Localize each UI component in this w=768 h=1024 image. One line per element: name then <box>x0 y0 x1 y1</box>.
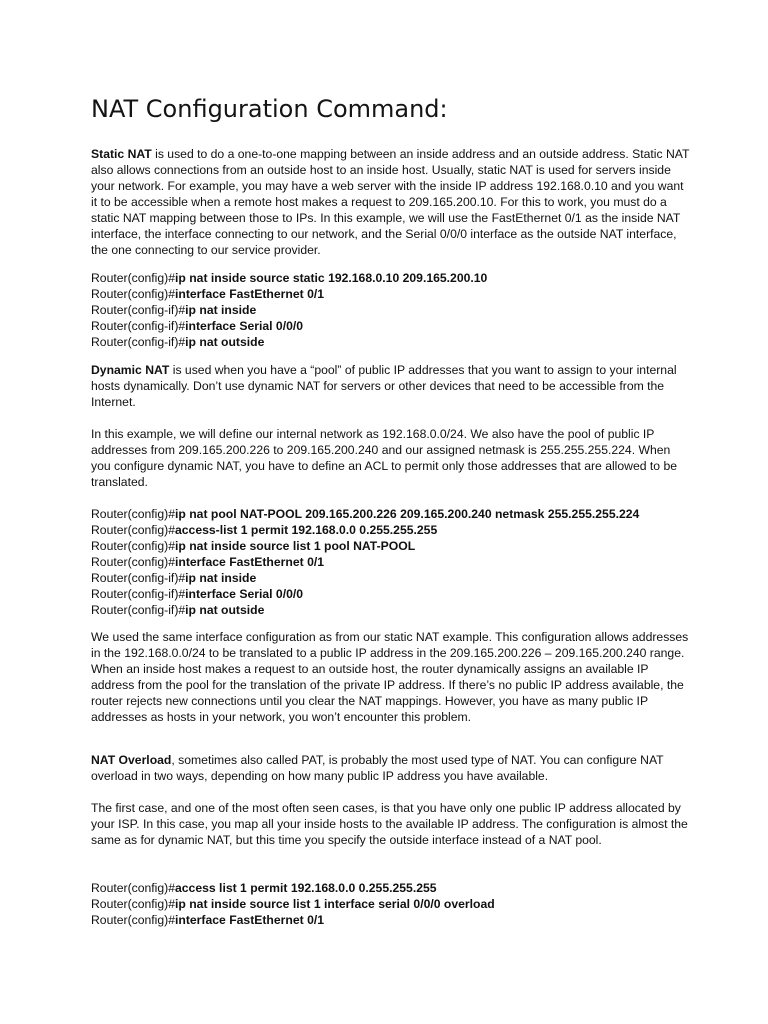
command-line: Router(config)#interface FastEthernet 0/1 <box>91 913 325 927</box>
command-line: Router(config-if)#ip nat outside <box>91 603 265 617</box>
dynamic-nat-text: is used when you have a “pool” of public IP addresses that you want to assign to your internal hosts dynamically. Don’t use dynamic NAT for servers or other devices that need to be accessible from the Internet. <box>91 363 677 409</box>
dynamic-nat-paragraph <box>91 362 691 410</box>
command-line: Router(config-if)#ip nat inside <box>91 571 257 585</box>
dynamic-nat-commands <box>91 506 691 618</box>
command-line: Router(config)#interface FastEthernet 0/1 <box>91 287 325 301</box>
command-line: Router(config)#ip nat pool NAT-POOL 209.165.200.226 209.165.200.240 netmask 255.255.255.224 <box>91 507 640 521</box>
command-line: Router(config)#access list 1 permit 192.168.0.0 0.255.255.255 <box>91 881 437 895</box>
static-nat-paragraph <box>91 146 691 258</box>
static-nat-term: Static NAT <box>91 147 152 161</box>
overload-first-case-paragraph: The first case, and one of the most often seen cases, is that you have only one public IP address allocated by your ISP. In this case, you map all your inside hosts to the available IP address. The configuration is almost the same as for dynamic NAT, but this time you specify the outside interface instead of a NAT pool. <box>91 801 688 847</box>
command-line: Router(config-if)#interface Serial 0/0/0 <box>91 587 304 601</box>
nat-overload-term: NAT Overload <box>91 753 172 767</box>
overload-commands <box>91 880 691 928</box>
nat-overload-paragraph <box>91 752 691 784</box>
command-line: Router(config-if)#ip nat outside <box>91 335 265 349</box>
dynamic-explanation-paragraph: We used the same interface configuration as from our static NAT example. This configuration allows addresses in the 192.168.0.0/24 to be translated to a public IP address in the 209.165.200.226 – 209.165.200.240 range. When an inside host makes a request to an outside host, the router dynamically assigns an available IP address from the pool for the translation of the private IP address. If there’s no public IP address available, the router rejects new connections until you clear the NAT mappings. However, you have as many public IP addresses as hosts in your network, you won’t encounter this problem. <box>91 630 689 724</box>
dynamic-nat-term: Dynamic NAT <box>91 363 170 377</box>
command-line: Router(config)#interface FastEthernet 0/1 <box>91 555 325 569</box>
command-line: Router(config)#ip nat inside source list 1 interface serial 0/0/0 overload <box>91 897 495 911</box>
command-line: Router(config-if)#interface Serial 0/0/0 <box>91 319 304 333</box>
nat-overload-text: , sometimes also called PAT, is probably the most used type of NAT. You can configure NAT overload in two ways, depending on how many public IP address you have available. <box>91 753 664 783</box>
page-title: NAT Configuration Command: <box>91 95 448 123</box>
static-nat-text: is used to do a one-to-one mapping between an inside address and an outside address. Static NAT also allows connections from an outside host to an inside host. Usually, static NAT is used for servers inside your network. For example, you may have a web server with the inside IP address 192.168.0.10 and you want it to be accessible when a remote host makes a request to 209.165.200.10. For this to work, you must do a static NAT mapping between those to IPs. In this example, we will use the FastEthernet 0/1 as the inside NAT interface, the interface connecting to our network, and the Serial 0/0/0 interface as the outside NAT interface, the one connecting to our service provider. <box>91 147 690 257</box>
command-line: Router(config-if)#ip nat inside <box>91 303 257 317</box>
command-line: Router(config)#ip nat inside source static 192.168.0.10 209.165.200.10 <box>91 271 488 285</box>
command-line: Router(config)#ip nat inside source list 1 pool NAT-POOL <box>91 539 416 553</box>
static-nat-commands <box>91 270 691 350</box>
command-line: Router(config)#access-list 1 permit 192.168.0.0 0.255.255.255 <box>91 523 438 537</box>
dynamic-example-paragraph: In this example, we will define our internal network as 192.168.0.0/24. We also have the pool of public IP addresses from 209.165.200.226 to 209.165.200.240 and our assigned netmask is 255.255.255.224. When you configure dynamic NAT, you have to define an ACL to permit only those addresses that are allowed to be translated. <box>91 427 678 489</box>
